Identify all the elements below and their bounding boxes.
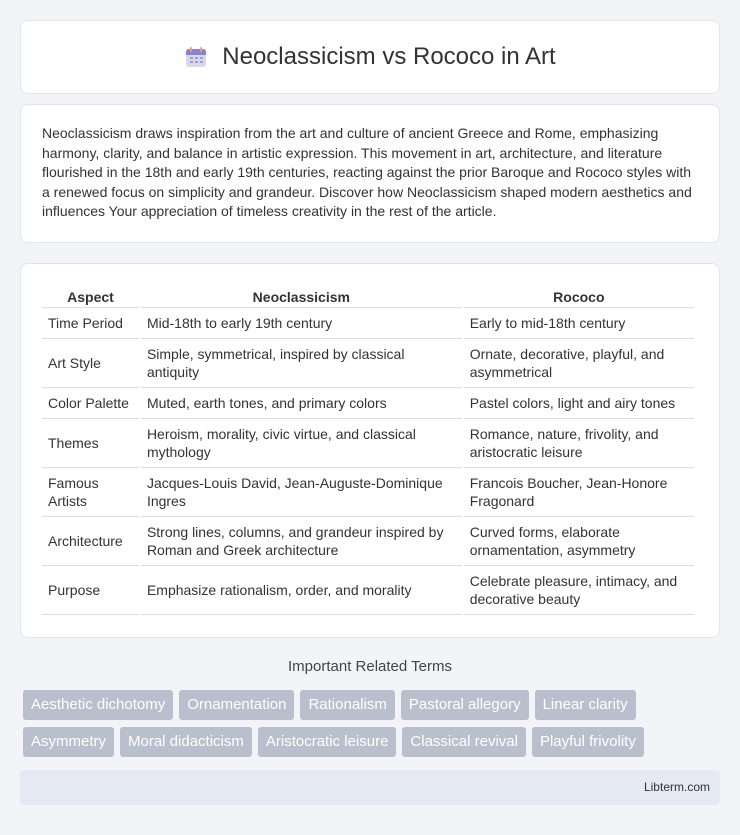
cell-neoclassicism: Heroism, morality, civic virtue, and classical mythology: [141, 419, 462, 468]
cell-neoclassicism: Muted, earth tones, and primary colors: [141, 388, 462, 419]
comparison-card: [20, 263, 720, 638]
cell-aspect: Art Style: [42, 339, 139, 388]
cell-aspect: Architecture: [42, 517, 139, 566]
cell-neoclassicism: Simple, symmetrical, inspired by classical antiquity: [141, 339, 462, 388]
header-aspect: Aspect: [42, 286, 139, 308]
tag-playful-frivolity[interactable]: Playful frivolity: [532, 727, 644, 757]
tag-asymmetry[interactable]: Asymmetry: [23, 727, 114, 757]
table-row: [42, 566, 694, 615]
tag-linear-clarity[interactable]: Linear clarity: [535, 690, 636, 720]
tag-rationalism[interactable]: Rationalism: [300, 690, 394, 720]
table-row: [42, 517, 694, 566]
cell-rococo: Francois Boucher, Jean-Honore Fragonard: [464, 468, 694, 517]
cell-neoclassicism: Jacques-Louis David, Jean-Auguste-Dominique Ingres: [141, 468, 462, 517]
header-neoclassicism: Neoclassicism: [141, 286, 462, 308]
table-row: [42, 388, 694, 419]
table-row: [42, 468, 694, 517]
footer-link[interactable]: Libterm.com: [643, 780, 710, 794]
cell-rococo: Pastel colors, light and airy tones: [464, 388, 694, 419]
tag-moral-didacticism[interactable]: Moral didacticism: [120, 727, 252, 757]
cell-aspect: Color Palette: [42, 388, 139, 419]
calendar-icon: [184, 45, 208, 69]
intro-card: [20, 104, 720, 243]
cell-rococo: Romance, nature, frivolity, and aristocratic leisure: [464, 419, 694, 468]
cell-rococo: Curved forms, elaborate ornamentation, asymmetry: [464, 517, 694, 566]
related-terms-title: Important Related Terms: [288, 658, 452, 675]
table-header-row: [42, 286, 694, 308]
tag-aesthetic-dichotomy[interactable]: Aesthetic dichotomy: [23, 690, 173, 720]
cell-rococo: Early to mid-18th century: [464, 308, 694, 339]
title-card: [20, 20, 720, 94]
cell-rococo: Celebrate pleasure, intimacy, and decorative beauty: [464, 566, 694, 615]
footer: [20, 770, 720, 805]
cell-rococo: Ornate, decorative, playful, and asymmetrical: [464, 339, 694, 388]
intro-text: Neoclassicism draws inspiration from the art and culture of ancient Greece and Rome, emphasizing harmony, clarity, and balance in artistic expression. This movement in art, architecture, and literature flourished in the 18th and early 19th centuries, reacting against the prior Baroque and Rococo styles with a renewed focus on simplicity and grandeur. Discover how Neoclassicism shaped modern aesthetics and influences Your appreciation of timeless creativity in the rest of the article.: [42, 125, 692, 220]
cell-neoclassicism: Strong lines, columns, and grandeur inspired by Roman and Greek architecture: [141, 517, 462, 566]
cell-neoclassicism: Emphasize rationalism, order, and morality: [141, 566, 462, 615]
table-row: [42, 339, 694, 388]
cell-aspect: Purpose: [42, 566, 139, 615]
tag-row-1: [23, 690, 723, 720]
tag-row-2: [23, 727, 723, 757]
page-title: Neoclassicism vs Rococo in Art: [222, 43, 556, 70]
cell-neoclassicism: Mid-18th to early 19th century: [141, 308, 462, 339]
tag-classical-revival[interactable]: Classical revival: [402, 727, 526, 757]
tag-ornamentation[interactable]: Ornamentation: [179, 690, 294, 720]
table-row: [42, 308, 694, 339]
tag-pastoral-allegory[interactable]: Pastoral allegory: [401, 690, 529, 720]
table-row: [42, 419, 694, 468]
comparison-table: [40, 286, 696, 615]
related-terms: [23, 690, 723, 764]
header-rococo: Rococo: [464, 286, 694, 308]
tag-aristocratic-leisure[interactable]: Aristocratic leisure: [258, 727, 397, 757]
cell-aspect: Famous Artists: [42, 468, 139, 517]
cell-aspect: Time Period: [42, 308, 139, 339]
cell-aspect: Themes: [42, 419, 139, 468]
